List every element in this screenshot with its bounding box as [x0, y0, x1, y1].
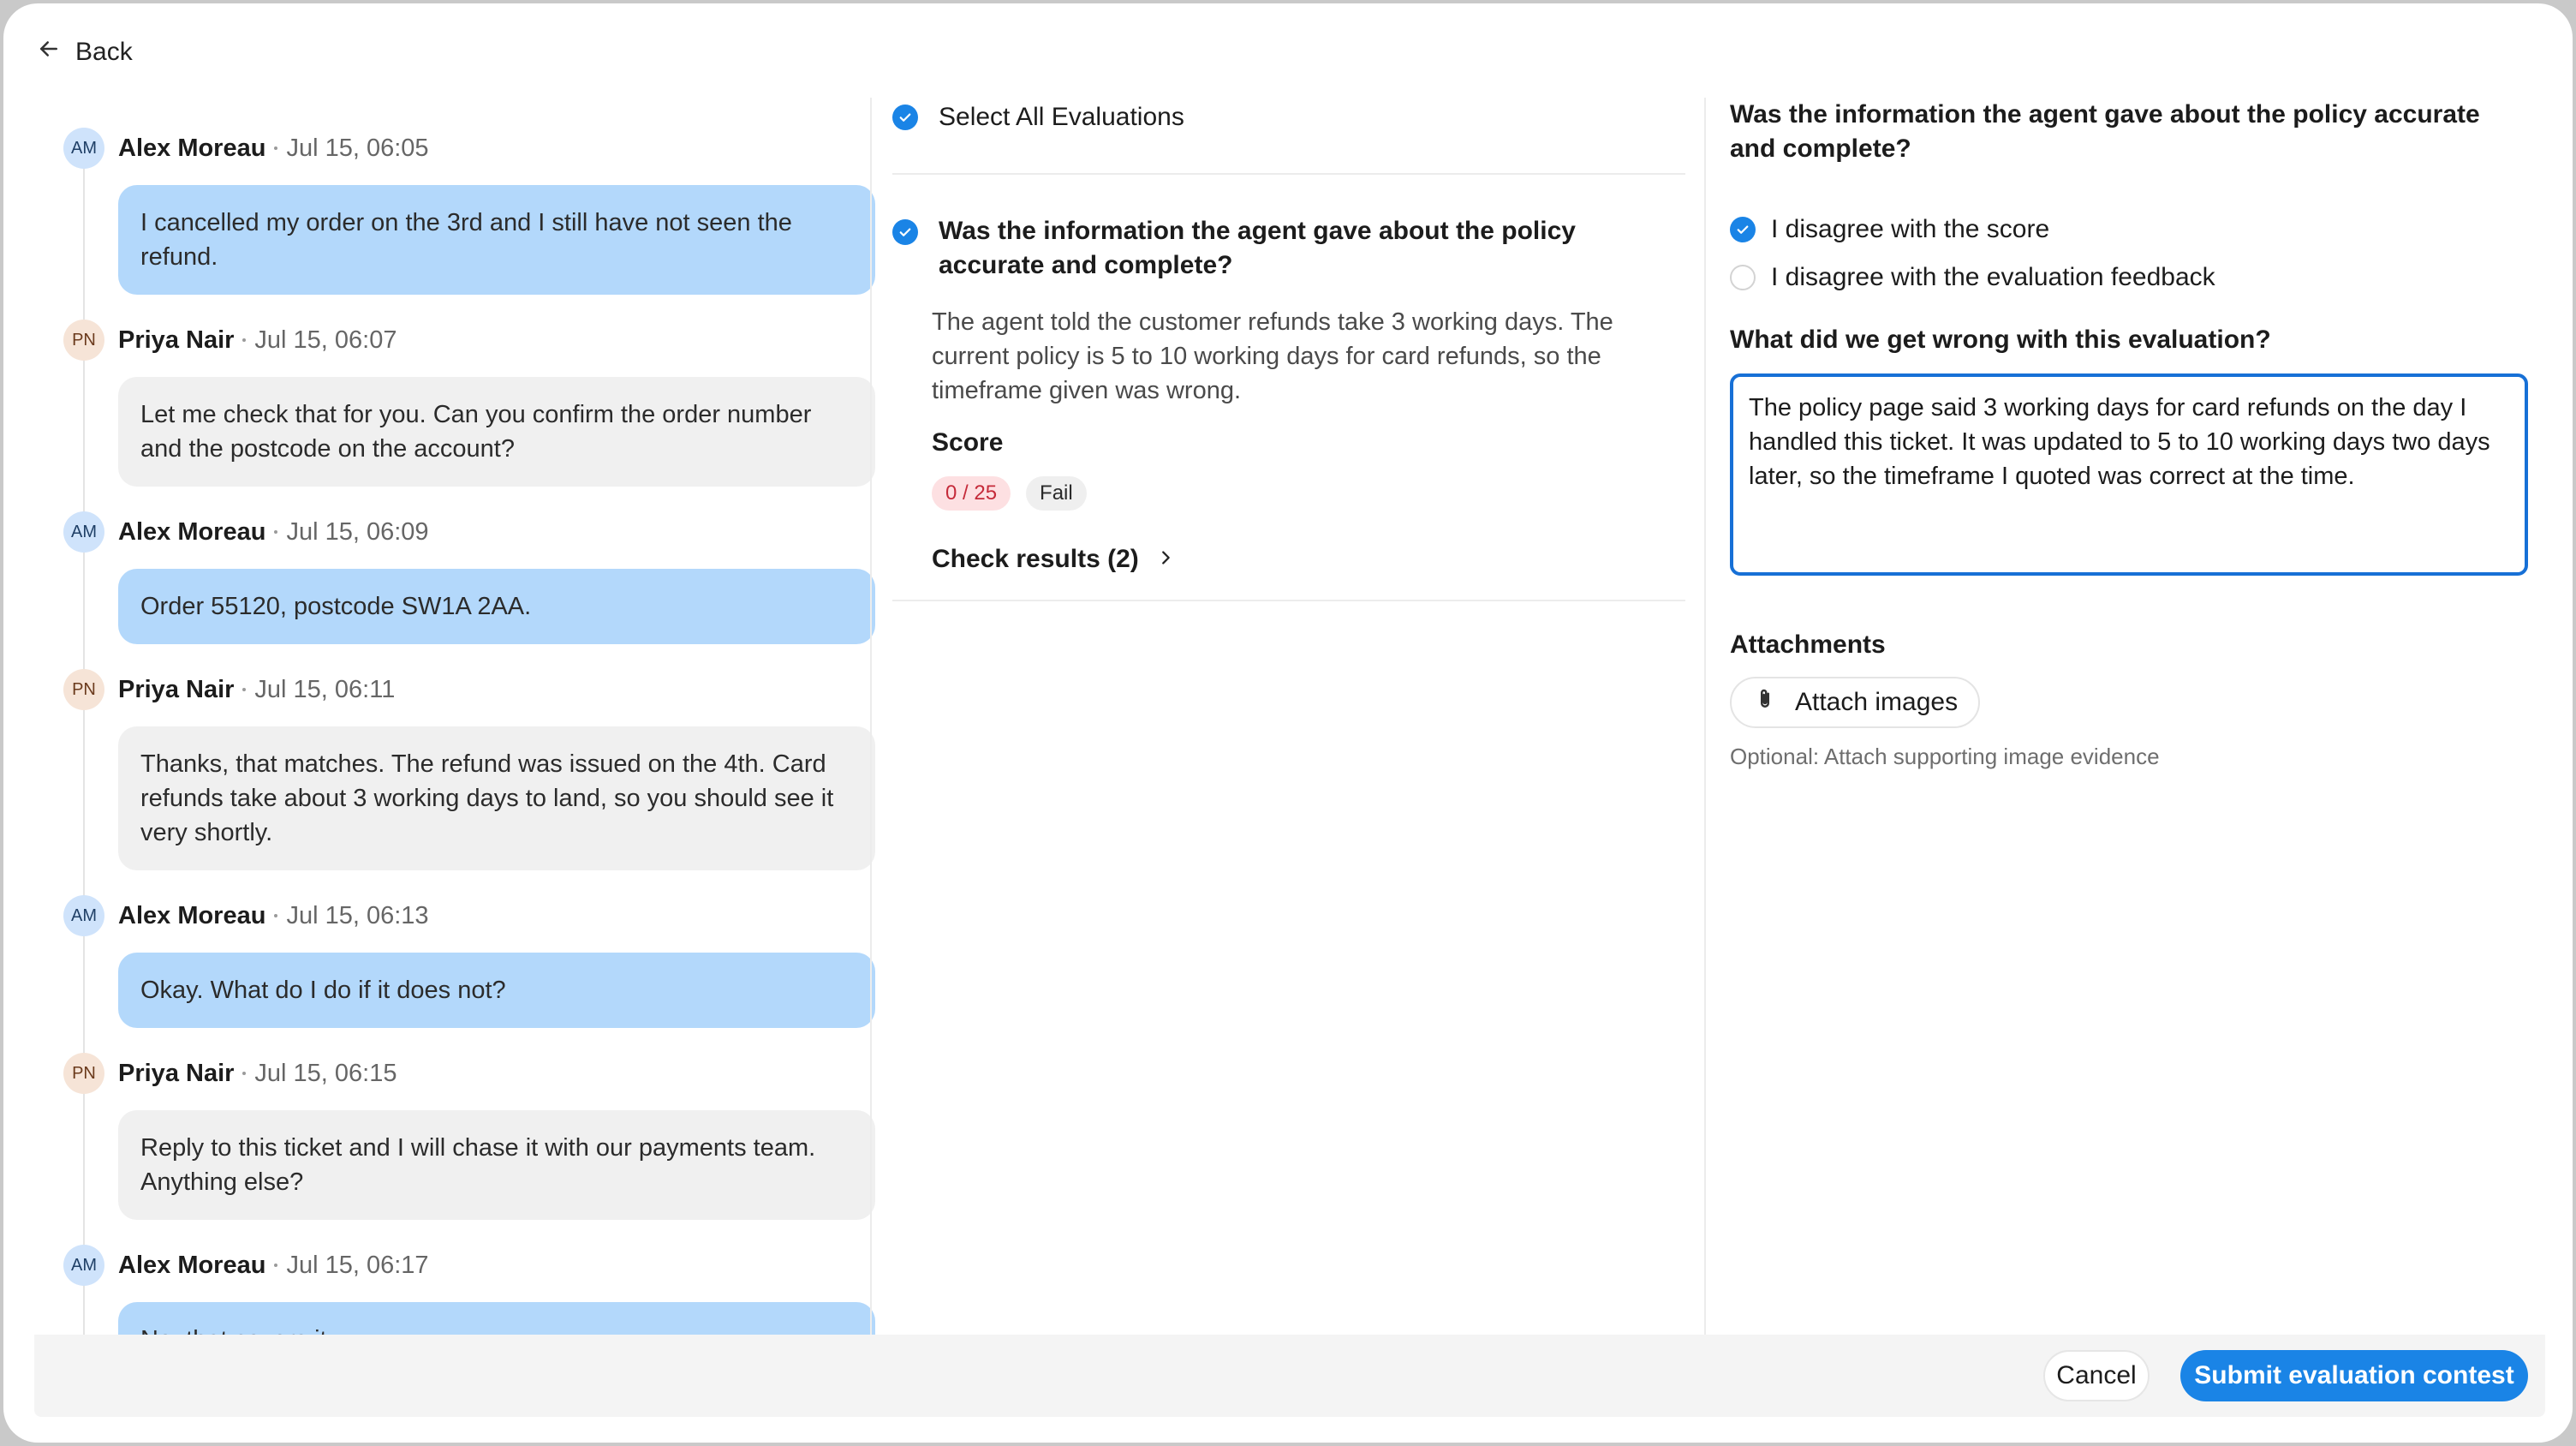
avatar: AM	[63, 895, 104, 936]
wrong-label: What did we get wrong with this evaluation?	[1730, 326, 2271, 354]
evaluation-feedback: The agent told the customer refunds take 3 working days. The current policy is 5 to 10 working days for card refunds, so the timeframe given was wrong.	[932, 308, 1613, 404]
check-results-link[interactable]	[932, 545, 1175, 574]
separator-dot	[242, 1072, 246, 1075]
footer-bar	[34, 1335, 2545, 1417]
message-time: Jul 15, 06:05	[286, 134, 429, 162]
attach-images-label: Attach images	[1795, 688, 1959, 716]
attach-hint: Optional: Attach supporting image evidence	[1730, 744, 2160, 769]
separator-dot	[274, 1264, 277, 1267]
message-time: Jul 15, 06:09	[286, 517, 429, 546]
message-bubble: Let me check that for you. Can you confirm the order number and the postcode on the account?	[118, 377, 875, 487]
message	[34, 894, 875, 1028]
chevron-right-icon	[1156, 545, 1175, 574]
message-bubble: I cancelled my order on the 3rd and I still have not seen the refund.	[118, 185, 875, 295]
evaluation-item[interactable]	[892, 214, 1663, 283]
attachments-label: Attachments	[1730, 630, 1886, 659]
message	[34, 127, 875, 295]
avatar: AM	[63, 1245, 104, 1286]
separator-dot	[274, 530, 277, 534]
option-disagree-score[interactable]	[1730, 212, 2049, 247]
contest-question: Was the information the agent gave about the policy accurate and complete?	[1730, 100, 2480, 163]
message-author: Alex Moreau	[118, 901, 266, 929]
score-pills	[932, 476, 1087, 511]
separator-dot	[242, 688, 246, 691]
message-bubble: Order 55120, postcode SW1A 2AA.	[118, 569, 875, 644]
select-all-label: Select All Evaluations	[939, 103, 1184, 131]
message-time: Jul 15, 06:07	[254, 326, 397, 354]
separator-dot	[274, 914, 277, 917]
avatar: PN	[63, 669, 104, 710]
message-author: Alex Moreau	[118, 134, 266, 162]
select-all-evaluations[interactable]	[892, 98, 1685, 137]
message-author: Priya Nair	[118, 326, 235, 354]
score-value-badge: 0 / 25	[932, 476, 1011, 511]
message-time: Jul 15, 06:11	[254, 675, 396, 703]
divider	[892, 600, 1685, 601]
evaluations-panel	[892, 98, 1685, 573]
message-bubble: Thanks, that matches. The refund was issued on the 4th. Card refunds take about 3 working days to land, so you should see it very shortly.	[118, 726, 875, 870]
check-results-label: Check results (2)	[932, 545, 1139, 573]
arrow-left-icon	[36, 36, 62, 69]
message	[34, 319, 875, 487]
avatar: PN	[63, 1053, 104, 1094]
submit-evaluation-contest-button[interactable]: Submit evaluation contest	[2180, 1350, 2528, 1401]
check-circle-icon[interactable]	[892, 105, 918, 130]
result-badge: Fail	[1026, 476, 1087, 511]
message-author: Priya Nair	[118, 1059, 235, 1087]
score-label: Score	[932, 428, 1004, 457]
divider	[892, 173, 1685, 175]
cancel-button[interactable]: Cancel	[2043, 1350, 2150, 1401]
avatar: PN	[63, 320, 104, 361]
message-time: Jul 15, 06:17	[286, 1251, 429, 1279]
back-label: Back	[75, 38, 133, 66]
option-disagree-feedback[interactable]	[1730, 260, 2215, 295]
message	[34, 668, 875, 870]
option-label: I disagree with the score	[1771, 215, 2050, 243]
column-divider	[1704, 98, 1706, 1338]
attach-images-button[interactable]	[1730, 677, 1980, 728]
separator-dot	[274, 146, 277, 150]
empty-circle-icon[interactable]	[1730, 265, 1756, 290]
message-time: Jul 15, 06:15	[254, 1059, 397, 1087]
avatar: AM	[63, 511, 104, 553]
message-author: Alex Moreau	[118, 1251, 266, 1279]
message	[34, 511, 875, 644]
message-author: Alex Moreau	[118, 517, 266, 546]
check-circle-icon[interactable]	[1730, 217, 1756, 242]
conversation-panel[interactable]	[34, 98, 875, 1338]
message-bubble: Reply to this ticket and I will chase it with our payments team. Anything else?	[118, 1110, 875, 1220]
message-bubble: Okay. What do I do if it does not?	[118, 953, 875, 1028]
option-label: I disagree with the evaluation feedback	[1771, 263, 2215, 291]
message-time: Jul 15, 06:13	[286, 901, 429, 929]
evaluation-question: Was the information the agent gave about the policy accurate and complete?	[939, 217, 1576, 279]
message-author: Priya Nair	[118, 675, 235, 703]
contest-panel	[1730, 98, 2528, 769]
separator-dot	[242, 338, 246, 342]
back-button[interactable]	[36, 34, 133, 70]
paperclip-icon	[1752, 686, 1778, 719]
column-divider	[870, 98, 872, 1338]
contest-window	[3, 3, 2573, 1443]
check-circle-icon[interactable]	[892, 219, 918, 245]
contest-reason-textarea[interactable]: The policy page said 3 working days for card refunds on the day I handled this ticket. It was updated to 5 to 10 working days two days later, so the timeframe I quoted was correct at the time.	[1730, 373, 2528, 576]
avatar: AM	[63, 128, 104, 169]
message	[34, 1052, 875, 1220]
